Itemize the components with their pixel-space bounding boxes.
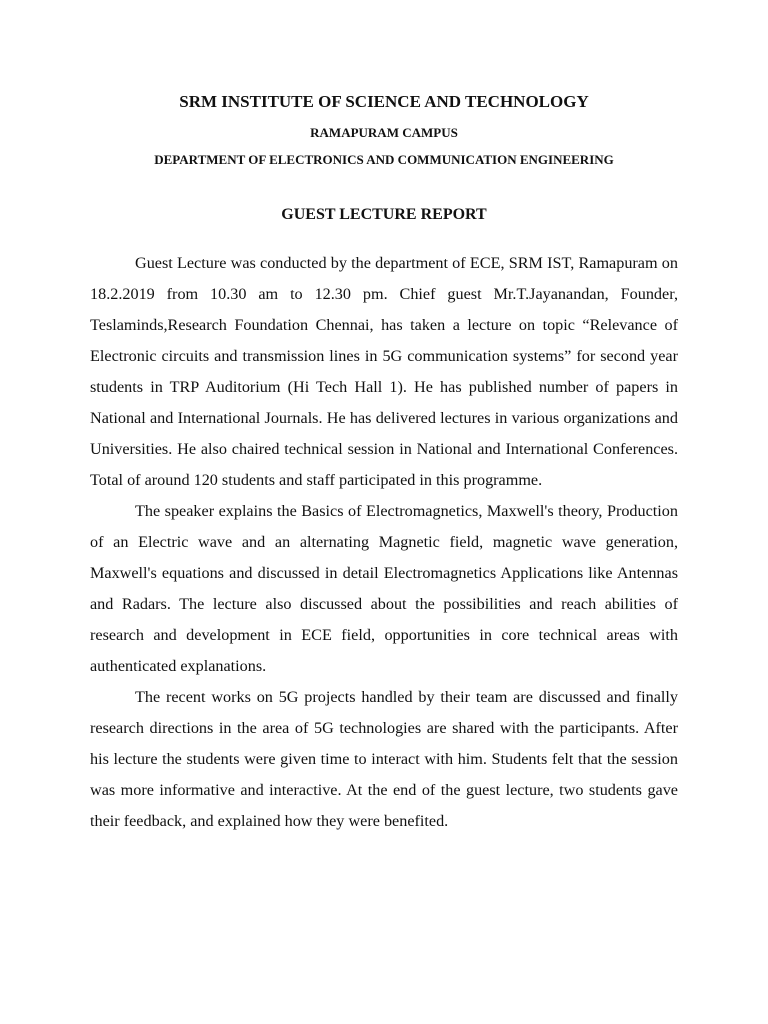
paragraph-conclusion: The recent works on 5G projects handled by their team are discussed and finally research directions in the area of 5G technologies are shared with the participants. After his lecture the students were given time to interact with him. Students felt that the session was more informative and interactive. At the end of the guest lecture, two students gave their feedback, and explained how they were benefited. xyxy=(90,688,678,830)
institute-name: SRM INSTITUTE OF SCIENCE AND TECHNOLOGY xyxy=(179,92,589,111)
paragraph-topics: The speaker explains the Basics of Electromagnetics, Maxwell's theory, Production of an Electric wave and an alternating Magnetic field, magnetic wave generation, Maxwell's equations and discussed in detail Electromagnetics Applications like Antennas and Radars. The lecture also discussed about the possibilities and reach abilities of research and development in ECE field, opportunities in core technical areas with authenticated explanations. xyxy=(90,502,678,675)
campus-name: RAMAPURAM CAMPUS xyxy=(310,125,458,140)
report-body xyxy=(90,248,678,837)
department-name: DEPARTMENT OF ELECTRONICS AND COMMUNICATION ENGINEERING xyxy=(154,152,614,167)
report-title: GUEST LECTURE REPORT xyxy=(281,206,487,223)
paragraph-intro: Guest Lecture was conducted by the department of ECE, SRM IST, Ramapuram on 18.2.2019 from 10.30 am to 12.30 pm. Chief guest Mr.T.Jayanandan, Founder, Teslaminds,Research Foundation Chennai, has taken a lecture on topic “Relevance of Electronic circuits and transmission lines in 5G communication systems” for second year students in TRP Auditorium (Hi Tech Hall 1). He has published number of papers in National and International Journals. He has delivered lectures in various organizations and Universities. He also chaired technical session in National and International Conferences. Total of around 120 students and staff participated in this programme. xyxy=(90,254,678,489)
